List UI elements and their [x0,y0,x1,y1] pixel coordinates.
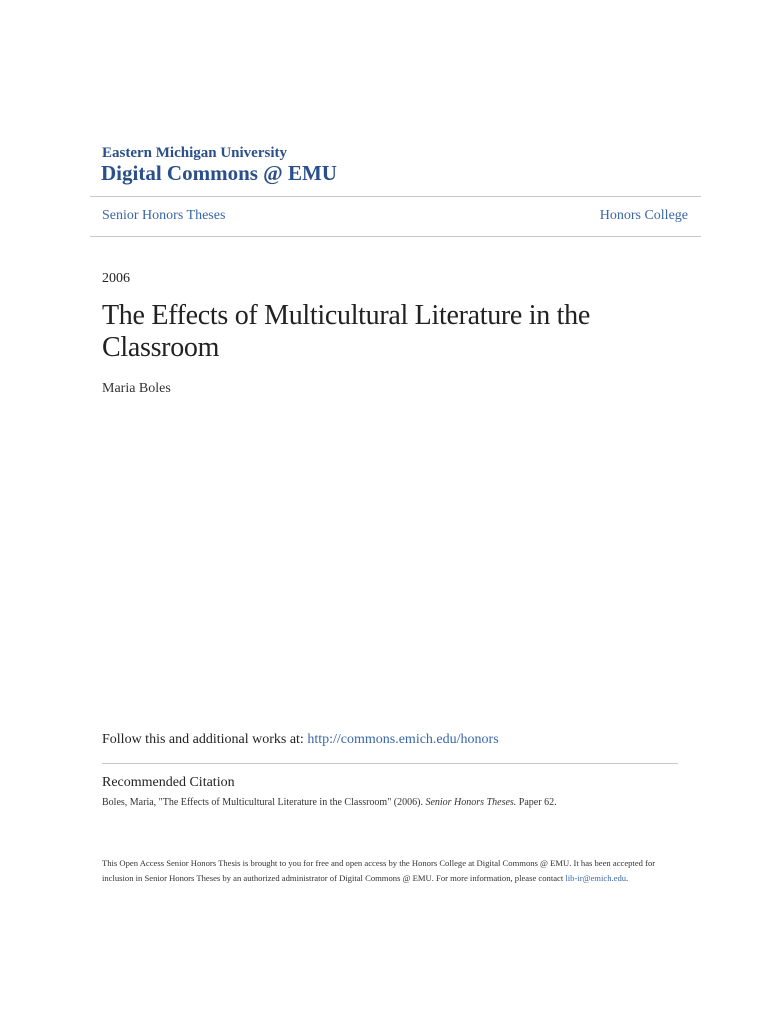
notice-end: . [626,873,629,883]
notice-text: This Open Access Senior Honors Thesis is brought to you for free and open access by the Honors College at Digital Commons @ EMU. It has been accepted for inclusion in Senior Honors Theses by an authorized administrator of Digital Commons @ EMU. For more information, please contact [102,858,656,883]
follow-url-link[interactable]: http://commons.emich.edu/honors [307,732,499,747]
top-divider [90,196,701,197]
nav-divider [90,236,701,237]
citation-paper-number: Paper 62. [516,797,557,808]
repository-link[interactable]: Digital Commons @ EMU [101,161,337,185]
author-name: Maria Boles [102,381,171,396]
access-notice [102,856,667,886]
citation-main: Boles, Maria, "The Effects of Multicultural Literature in the Classroom" (2006). [102,797,426,808]
citation-text [102,796,557,810]
series-link[interactable]: Senior Honors Theses [102,208,226,223]
citation-divider [102,763,678,764]
college-link[interactable]: Honors College [599,208,688,223]
institution-name: Eastern Michigan University [102,145,287,161]
paper-title: The Effects of Multicultural Literature in the Classroom [102,300,590,363]
citation-series: Senior Honors Theses. [425,797,517,808]
publication-year: 2006 [102,271,130,286]
follow-line [102,731,499,749]
citation-heading: Recommended Citation [102,775,235,790]
contact-email-link[interactable]: lib-ir@emich.edu [565,873,627,883]
follow-label: Follow this and additional works at: [102,732,308,747]
